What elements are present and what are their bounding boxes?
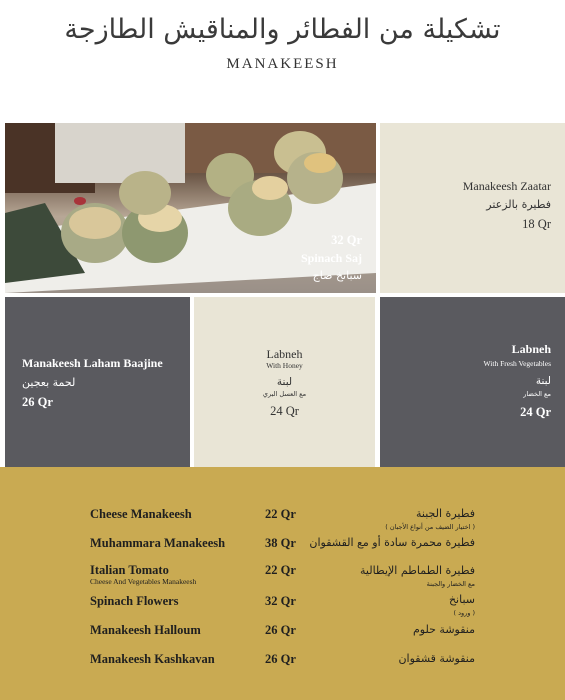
menu-item-name: Cheese Manakeesh bbox=[90, 507, 192, 521]
menu-item-name: Italian Tomato bbox=[90, 563, 169, 577]
menu-list-section bbox=[0, 467, 565, 700]
labneh-honey-subtitle-arabic: مع العسل البري bbox=[262, 390, 307, 398]
menu-item-subtitle: Cheese And Vegetables Manakeesh bbox=[90, 577, 197, 586]
labneh-honey-tile bbox=[194, 297, 375, 467]
menu-item-name-arabic: فطيرة محمرة سادة أو مع القشقوان bbox=[309, 536, 475, 549]
food-photo-tile bbox=[5, 123, 376, 293]
labneh-honey-name-arabic: لبنة bbox=[276, 376, 293, 388]
labneh-vegetables-subtitle: With Fresh Vegetables bbox=[483, 359, 551, 368]
menu-item-name: Spinach Flowers bbox=[90, 594, 179, 608]
spinach-saj-price: 32 Qr bbox=[331, 233, 362, 247]
menu-item-subtitle-arabic: ( ورود ) bbox=[453, 609, 475, 617]
page-title: MANAKEESH bbox=[226, 56, 339, 72]
menu-item-price: 38 Qr bbox=[265, 536, 296, 550]
labneh-vegetables-tile bbox=[380, 297, 565, 467]
menu-item-price: 22 Qr bbox=[265, 563, 296, 577]
menu-item-name-arabic: فطيرة الجبنة bbox=[416, 507, 475, 520]
labneh-honey-name: Labneh bbox=[266, 347, 303, 361]
zaatar-name-arabic: فطيرة بالزعتر bbox=[486, 198, 551, 211]
page-title-arabic: تشكيلة من الفطائر والمناقيش الطازجة bbox=[64, 14, 501, 45]
laham-baajine-price: 26 Qr bbox=[22, 395, 53, 409]
laham-baajine-name-arabic: لحمة بعجين bbox=[22, 376, 76, 389]
labneh-honey-subtitle: With Honey bbox=[266, 361, 303, 370]
labneh-vegetables-name: Labneh bbox=[511, 342, 551, 356]
zaatar-price: 18 Qr bbox=[522, 217, 551, 231]
spinach-saj-name: Spinach Saj bbox=[300, 251, 362, 265]
spinach-saj-name-arabic: سبانخ صاج bbox=[312, 269, 362, 282]
labneh-vegetables-price: 24 Qr bbox=[520, 405, 551, 419]
menu-item-price: 32 Qr bbox=[265, 594, 296, 608]
menu-item-name-arabic: سبانخ bbox=[448, 593, 475, 606]
menu-item-subtitle-arabic: ( اختيار الضيف من أنواع الأجبان ) bbox=[385, 523, 475, 531]
zaatar-name: Manakeesh Zaatar bbox=[462, 179, 551, 193]
zaatar-tile bbox=[380, 123, 565, 293]
labneh-honey-price: 24 Qr bbox=[270, 404, 299, 418]
menu-item-price: 26 Qr bbox=[265, 652, 296, 666]
menu-item-name-arabic: منقوشة قشقوان bbox=[398, 652, 475, 665]
menu-item-name: Muhammara Manakeesh bbox=[90, 536, 226, 550]
menu-item-name-arabic: منقوشة حلوم bbox=[412, 623, 475, 636]
menu-item-price: 26 Qr bbox=[265, 623, 296, 637]
laham-baajine-tile bbox=[5, 297, 190, 467]
labneh-vegetables-subtitle-arabic: مع الخضار bbox=[523, 390, 551, 398]
menu-item-name-arabic: فطيرة الطماطم الإيطالية bbox=[360, 564, 475, 577]
menu-item-name: Manakeesh Halloum bbox=[90, 623, 201, 637]
labneh-vegetables-name-arabic: لبنة bbox=[535, 375, 551, 387]
menu-item-price: 22 Qr bbox=[265, 507, 296, 521]
manakeesh-photo bbox=[5, 123, 376, 293]
laham-baajine-name: Manakeesh Laham Baajine bbox=[22, 356, 163, 370]
menu-item-name: Manakeesh Kashkavan bbox=[90, 652, 215, 666]
menu-item-subtitle-arabic: مع الخضار والجبنة bbox=[426, 580, 475, 588]
